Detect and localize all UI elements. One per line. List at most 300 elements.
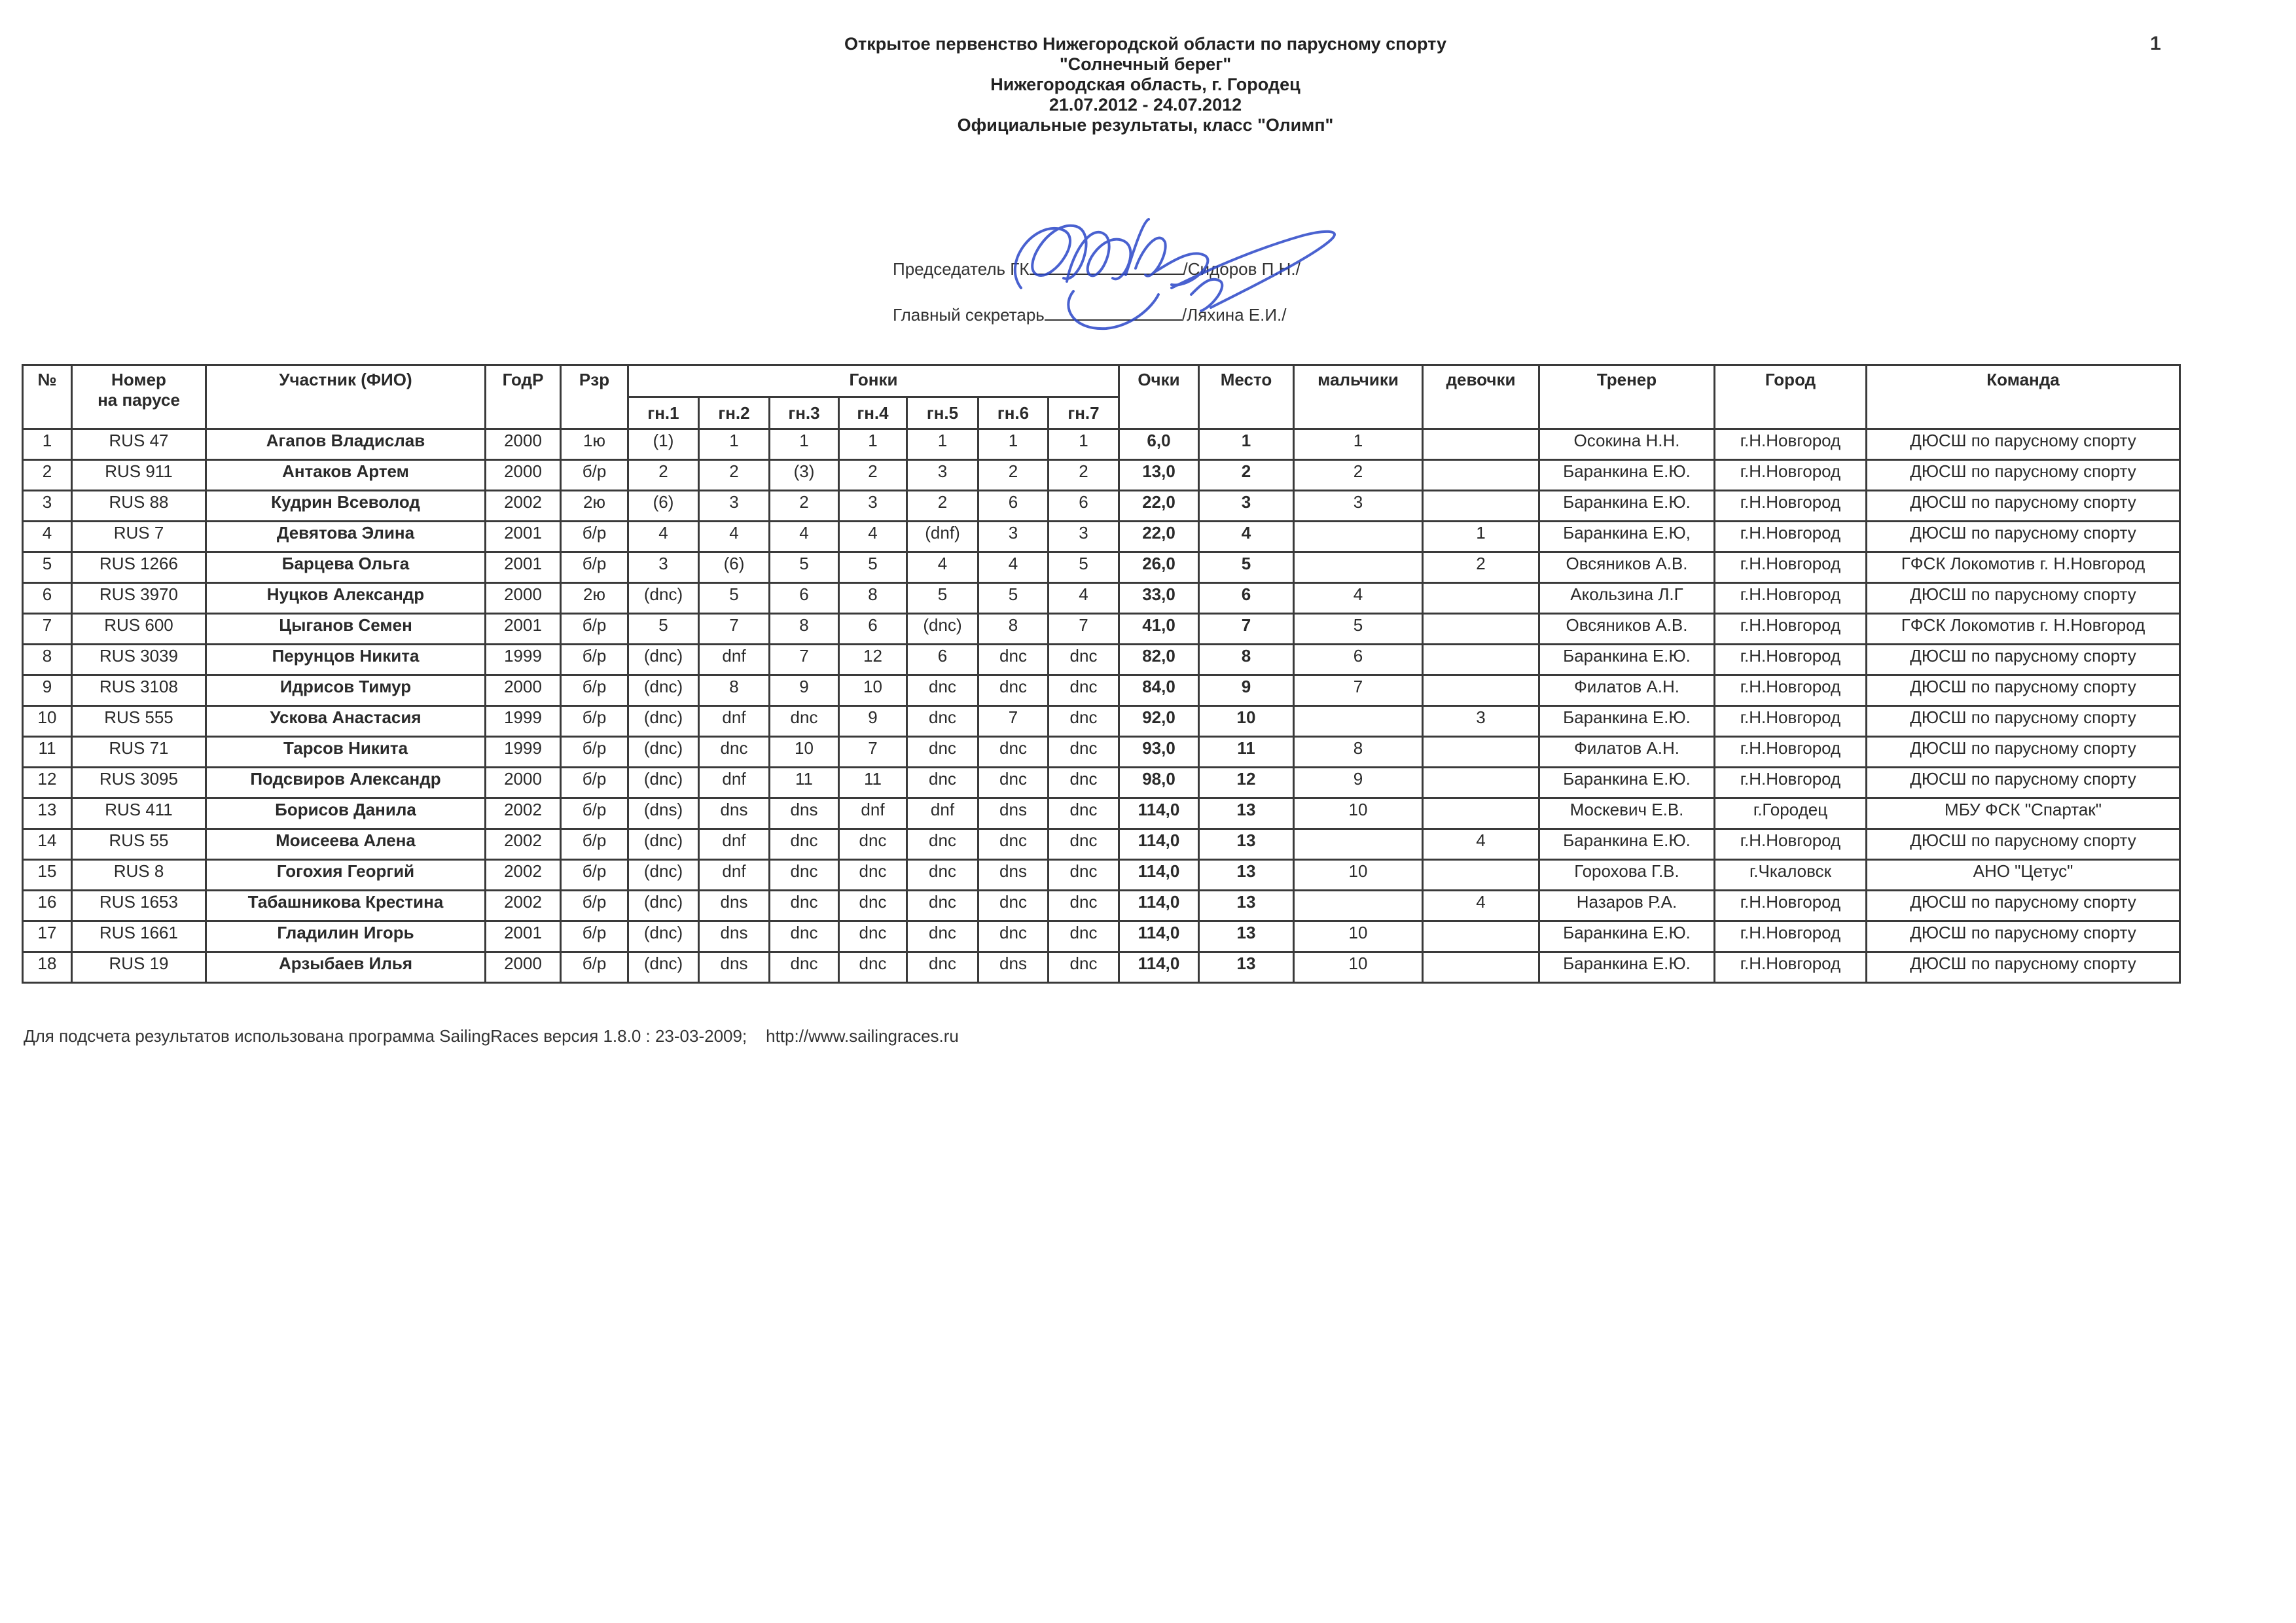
cell-team: МБУ ФСК "Спартак" xyxy=(1867,798,2180,829)
cell-race-7: dnc xyxy=(1049,798,1119,829)
cell-race-6: 4 xyxy=(978,552,1049,583)
cell-sail-number: RUS 911 xyxy=(72,460,206,491)
cell-race-7: 4 xyxy=(1049,583,1119,614)
cell-race-7: dnc xyxy=(1049,706,1119,737)
cell-sail-number: RUS 3039 xyxy=(72,645,206,675)
cell-race-1: (dnc) xyxy=(628,675,699,706)
cell-race-6: dns xyxy=(978,860,1049,891)
page-number: 1 xyxy=(2150,33,2161,54)
cell-participant-name: Гогохия Георгий xyxy=(206,860,486,891)
cell-race-2: dnf xyxy=(699,860,770,891)
cell-race-7: 3 xyxy=(1049,522,1119,552)
cell-race-7: dnc xyxy=(1049,860,1119,891)
cell-race-3: dnc xyxy=(770,891,839,921)
footer-text: Для подсчета результатов использована программа SailingRaces версия 1.8.0 : 23-03-2009; xyxy=(24,1026,747,1046)
cell-race-7: dnc xyxy=(1049,768,1119,798)
cell-no: 10 xyxy=(23,706,72,737)
cell-coach: Горохова Г.В. xyxy=(1539,860,1715,891)
cell-coach: Баранкина Е.Ю, xyxy=(1539,522,1715,552)
cell-boys-place: 9 xyxy=(1294,768,1423,798)
cell-points: 22,0 xyxy=(1119,522,1199,552)
table-row xyxy=(23,921,2180,952)
cell-rank: 1ю xyxy=(561,429,628,460)
cell-race-2: dns xyxy=(699,952,770,983)
cell-race-1: (dnc) xyxy=(628,737,699,768)
cell-coach: Филатов А.Н. xyxy=(1539,675,1715,706)
cell-team: ДЮСШ по парусному спорту xyxy=(1867,645,2180,675)
cell-participant-name: Кудрин Всеволод xyxy=(206,491,486,522)
cell-place: 7 xyxy=(1199,614,1294,645)
cell-participant-name: Борисов Данила xyxy=(206,798,486,829)
cell-points: 114,0 xyxy=(1119,829,1199,860)
table-row xyxy=(23,860,2180,891)
cell-race-7: dnc xyxy=(1049,737,1119,768)
cell-race-6: 2 xyxy=(978,460,1049,491)
cell-coach: Баранкина Е.Ю. xyxy=(1539,829,1715,860)
cell-coach: Овсяников А.В. xyxy=(1539,552,1715,583)
cell-race-6: 7 xyxy=(978,706,1049,737)
col-header-sail-number xyxy=(72,365,206,429)
cell-birth-year: 2002 xyxy=(486,829,561,860)
cell-boys-place: 10 xyxy=(1294,860,1423,891)
cell-no: 6 xyxy=(23,583,72,614)
cell-race-6: dnc xyxy=(978,829,1049,860)
cell-race-7: dnc xyxy=(1049,891,1119,921)
cell-no: 7 xyxy=(23,614,72,645)
cell-sail-number: RUS 1661 xyxy=(72,921,206,952)
cell-race-2: 4 xyxy=(699,522,770,552)
sail-header-line1: Номер xyxy=(111,370,166,389)
cell-no: 18 xyxy=(23,952,72,983)
cell-race-5: dnc xyxy=(907,860,978,891)
cell-coach: Баранкина Е.Ю. xyxy=(1539,645,1715,675)
cell-race-3: 8 xyxy=(770,614,839,645)
header-line-results-class: Официальные результаты, класс "Олимп" xyxy=(957,115,1334,135)
col-header-city: Город xyxy=(1715,365,1867,429)
cell-race-1: (dnc) xyxy=(628,891,699,921)
cell-race-5: dnc xyxy=(907,675,978,706)
cell-place: 13 xyxy=(1199,798,1294,829)
handwritten-signature xyxy=(975,209,1355,334)
cell-sail-number: RUS 3095 xyxy=(72,768,206,798)
cell-place: 13 xyxy=(1199,829,1294,860)
cell-sail-number: RUS 3970 xyxy=(72,583,206,614)
cell-girls-place xyxy=(1423,645,1539,675)
cell-race-5: dnc xyxy=(907,706,978,737)
cell-city: г.Н.Новгород xyxy=(1715,552,1867,583)
cell-city: г.Н.Новгород xyxy=(1715,429,1867,460)
cell-place: 1 xyxy=(1199,429,1294,460)
cell-race-5: 3 xyxy=(907,460,978,491)
cell-city: г.Н.Новгород xyxy=(1715,460,1867,491)
cell-rank: б/р xyxy=(561,614,628,645)
cell-boys-place: 5 xyxy=(1294,614,1423,645)
cell-birth-year: 2001 xyxy=(486,552,561,583)
cell-city: г.Н.Новгород xyxy=(1715,583,1867,614)
table-row xyxy=(23,737,2180,768)
cell-girls-place: 2 xyxy=(1423,552,1539,583)
cell-city: г.Н.Новгород xyxy=(1715,952,1867,983)
cell-rank: б/р xyxy=(561,860,628,891)
cell-points: 13,0 xyxy=(1119,460,1199,491)
cell-race-6: dnc xyxy=(978,768,1049,798)
cell-points: 26,0 xyxy=(1119,552,1199,583)
cell-race-6: dnc xyxy=(978,891,1049,921)
secretary-label: Главный секретарь xyxy=(893,305,1045,325)
col-header-place: Место xyxy=(1199,365,1294,429)
cell-team: ДЮСШ по парусному спорту xyxy=(1867,737,2180,768)
cell-race-4: 7 xyxy=(839,737,907,768)
cell-girls-place xyxy=(1423,675,1539,706)
table-row xyxy=(23,429,2180,460)
cell-participant-name: Подсвиров Александр xyxy=(206,768,486,798)
table-row xyxy=(23,614,2180,645)
cell-race-4: dnc xyxy=(839,860,907,891)
cell-girls-place xyxy=(1423,429,1539,460)
cell-race-4: 4 xyxy=(839,522,907,552)
cell-points: 114,0 xyxy=(1119,952,1199,983)
cell-participant-name: Девятова Элина xyxy=(206,522,486,552)
cell-girls-place: 1 xyxy=(1423,522,1539,552)
cell-race-1: 3 xyxy=(628,552,699,583)
cell-girls-place: 3 xyxy=(1423,706,1539,737)
cell-city: г.Н.Новгород xyxy=(1715,829,1867,860)
cell-sail-number: RUS 7 xyxy=(72,522,206,552)
cell-race-5: dnc xyxy=(907,921,978,952)
cell-points: 33,0 xyxy=(1119,583,1199,614)
cell-race-1: (dnc) xyxy=(628,768,699,798)
cell-race-4: 12 xyxy=(839,645,907,675)
cell-race-4: dnf xyxy=(839,798,907,829)
cell-rank: б/р xyxy=(561,952,628,983)
cell-race-2: 5 xyxy=(699,583,770,614)
cell-city: г.Н.Новгород xyxy=(1715,614,1867,645)
cell-race-7: dnc xyxy=(1049,675,1119,706)
cell-points: 6,0 xyxy=(1119,429,1199,460)
cell-race-6: dnc xyxy=(978,675,1049,706)
cell-no: 16 xyxy=(23,891,72,921)
cell-race-1: (dnc) xyxy=(628,921,699,952)
cell-city: г.Н.Новгород xyxy=(1715,706,1867,737)
cell-race-6: 6 xyxy=(978,491,1049,522)
cell-race-6: 5 xyxy=(978,583,1049,614)
cell-race-3: dnc xyxy=(770,952,839,983)
cell-race-3: 6 xyxy=(770,583,839,614)
cell-race-4: 8 xyxy=(839,583,907,614)
cell-birth-year: 2000 xyxy=(486,675,561,706)
cell-points: 114,0 xyxy=(1119,798,1199,829)
cell-race-4: dnc xyxy=(839,891,907,921)
col-header-no: № xyxy=(23,365,72,429)
cell-city: г.Н.Новгород xyxy=(1715,891,1867,921)
cell-team: ДЮСШ по парусному спорту xyxy=(1867,829,2180,860)
cell-race-7: dnc xyxy=(1049,921,1119,952)
cell-race-7: 6 xyxy=(1049,491,1119,522)
cell-coach: Баранкина Е.Ю. xyxy=(1539,921,1715,952)
cell-race-2: dns xyxy=(699,798,770,829)
signature-stroke xyxy=(1172,232,1335,308)
col-header-races: Гонки xyxy=(628,365,1119,397)
cell-race-7: 5 xyxy=(1049,552,1119,583)
cell-race-3: 5 xyxy=(770,552,839,583)
cell-race-2: dnf xyxy=(699,768,770,798)
cell-no: 1 xyxy=(23,429,72,460)
cell-race-3: 2 xyxy=(770,491,839,522)
cell-birth-year: 1999 xyxy=(486,706,561,737)
cell-sail-number: RUS 1653 xyxy=(72,891,206,921)
cell-boys-place: 10 xyxy=(1294,798,1423,829)
cell-girls-place xyxy=(1423,491,1539,522)
table-row xyxy=(23,952,2180,983)
cell-girls-place xyxy=(1423,614,1539,645)
cell-race-2: dnf xyxy=(699,829,770,860)
cell-rank: б/р xyxy=(561,460,628,491)
cell-no: 3 xyxy=(23,491,72,522)
cell-rank: б/р xyxy=(561,645,628,675)
cell-place: 5 xyxy=(1199,552,1294,583)
cell-rank: 2ю xyxy=(561,583,628,614)
cell-no: 9 xyxy=(23,675,72,706)
col-header-rank: Рзр xyxy=(561,365,628,429)
col-header-coach: Тренер xyxy=(1539,365,1715,429)
table-row xyxy=(23,798,2180,829)
cell-race-5: dnc xyxy=(907,891,978,921)
col-header-participant: Участник (ФИО) xyxy=(206,365,486,429)
cell-coach: Баранкина Е.Ю. xyxy=(1539,491,1715,522)
cell-race-1: 4 xyxy=(628,522,699,552)
cell-sail-number: RUS 8 xyxy=(72,860,206,891)
cell-race-4: 2 xyxy=(839,460,907,491)
cell-place: 13 xyxy=(1199,860,1294,891)
cell-race-1: (dnc) xyxy=(628,860,699,891)
table-row xyxy=(23,552,2180,583)
cell-race-6: dns xyxy=(978,798,1049,829)
cell-no: 17 xyxy=(23,921,72,952)
cell-race-1: (6) xyxy=(628,491,699,522)
cell-race-4: dnc xyxy=(839,829,907,860)
cell-points: 98,0 xyxy=(1119,768,1199,798)
cell-boys-place: 4 xyxy=(1294,583,1423,614)
cell-birth-year: 2002 xyxy=(486,860,561,891)
cell-sail-number: RUS 71 xyxy=(72,737,206,768)
cell-coach: Овсяников А.В. xyxy=(1539,614,1715,645)
cell-rank: б/р xyxy=(561,522,628,552)
cell-boys-place: 1 xyxy=(1294,429,1423,460)
cell-race-7: 2 xyxy=(1049,460,1119,491)
cell-birth-year: 2002 xyxy=(486,798,561,829)
cell-rank: б/р xyxy=(561,552,628,583)
cell-place: 3 xyxy=(1199,491,1294,522)
cell-birth-year: 2002 xyxy=(486,491,561,522)
cell-girls-place xyxy=(1423,768,1539,798)
table-row xyxy=(23,706,2180,737)
cell-boys-place: 10 xyxy=(1294,952,1423,983)
cell-race-5: 2 xyxy=(907,491,978,522)
cell-race-5: dnc xyxy=(907,952,978,983)
cell-rank: 2ю xyxy=(561,491,628,522)
cell-coach: Осокина Н.Н. xyxy=(1539,429,1715,460)
results-table-body xyxy=(23,429,2180,983)
cell-participant-name: Ускова Анастасия xyxy=(206,706,486,737)
cell-birth-year: 2002 xyxy=(486,891,561,921)
cell-boys-place: 7 xyxy=(1294,675,1423,706)
cell-city: г.Н.Новгород xyxy=(1715,645,1867,675)
cell-place: 13 xyxy=(1199,921,1294,952)
cell-city: г.Н.Новгород xyxy=(1715,737,1867,768)
col-header-race-1: гн.1 xyxy=(628,397,699,429)
cell-birth-year: 1999 xyxy=(486,737,561,768)
cell-race-2: 8 xyxy=(699,675,770,706)
cell-place: 6 xyxy=(1199,583,1294,614)
cell-city: г.Н.Новгород xyxy=(1715,768,1867,798)
cell-points: 84,0 xyxy=(1119,675,1199,706)
cell-race-6: 3 xyxy=(978,522,1049,552)
cell-race-4: 9 xyxy=(839,706,907,737)
cell-race-2: 1 xyxy=(699,429,770,460)
cell-coach: Филатов А.Н. xyxy=(1539,737,1715,768)
cell-points: 93,0 xyxy=(1119,737,1199,768)
cell-race-3: 1 xyxy=(770,429,839,460)
cell-girls-place xyxy=(1423,583,1539,614)
cell-no: 2 xyxy=(23,460,72,491)
cell-race-7: dnc xyxy=(1049,645,1119,675)
signature-stroke xyxy=(1126,219,1166,276)
cell-boys-place xyxy=(1294,522,1423,552)
table-header-row xyxy=(23,365,2180,397)
cell-sail-number: RUS 411 xyxy=(72,798,206,829)
cell-boys-place xyxy=(1294,706,1423,737)
cell-race-5: (dnf) xyxy=(907,522,978,552)
cell-girls-place xyxy=(1423,737,1539,768)
signature-stroke xyxy=(1191,279,1222,311)
header-line-location: Нижегородская область, г. Городец xyxy=(990,75,1300,94)
cell-race-1: (dnc) xyxy=(628,952,699,983)
header-line-championship: Открытое первенство Нижегородской области по парусному спорту xyxy=(844,34,1447,54)
cell-city: г.Н.Новгород xyxy=(1715,921,1867,952)
col-header-team: Команда xyxy=(1867,365,2180,429)
cell-race-1: (dnc) xyxy=(628,706,699,737)
col-header-race-2: гн.2 xyxy=(699,397,770,429)
cell-race-4: dnc xyxy=(839,921,907,952)
cell-team: ДЮСШ по парусному спорту xyxy=(1867,675,2180,706)
cell-birth-year: 2001 xyxy=(486,921,561,952)
software-footer xyxy=(24,1026,959,1046)
cell-race-3: 7 xyxy=(770,645,839,675)
col-header-race-4: гн.4 xyxy=(839,397,907,429)
cell-coach: Акользина Л.Г xyxy=(1539,583,1715,614)
cell-race-4: 11 xyxy=(839,768,907,798)
cell-no: 11 xyxy=(23,737,72,768)
cell-birth-year: 1999 xyxy=(486,645,561,675)
cell-race-2: dnf xyxy=(699,645,770,675)
cell-boys-place: 10 xyxy=(1294,921,1423,952)
cell-place: 11 xyxy=(1199,737,1294,768)
cell-race-6: 1 xyxy=(978,429,1049,460)
cell-city: г.Городец xyxy=(1715,798,1867,829)
cell-no: 5 xyxy=(23,552,72,583)
cell-sail-number: RUS 88 xyxy=(72,491,206,522)
cell-race-3: dnc xyxy=(770,706,839,737)
cell-sail-number: RUS 3108 xyxy=(72,675,206,706)
cell-rank: б/р xyxy=(561,737,628,768)
cell-team: ДЮСШ по парусному спорту xyxy=(1867,891,2180,921)
cell-boys-place: 8 xyxy=(1294,737,1423,768)
cell-place: 4 xyxy=(1199,522,1294,552)
cell-coach: Баранкина Е.Ю. xyxy=(1539,768,1715,798)
cell-team: АНО "Цетус" xyxy=(1867,860,2180,891)
cell-girls-place xyxy=(1423,798,1539,829)
cell-birth-year: 2000 xyxy=(486,429,561,460)
cell-boys-place: 3 xyxy=(1294,491,1423,522)
cell-city: г.Н.Новгород xyxy=(1715,491,1867,522)
cell-points: 41,0 xyxy=(1119,614,1199,645)
table-row xyxy=(23,891,2180,921)
col-header-race-6: гн.6 xyxy=(978,397,1049,429)
cell-no: 13 xyxy=(23,798,72,829)
cell-race-5: (dnc) xyxy=(907,614,978,645)
cell-participant-name: Антаков Артем xyxy=(206,460,486,491)
cell-race-3: 11 xyxy=(770,768,839,798)
cell-birth-year: 2000 xyxy=(486,460,561,491)
cell-sail-number: RUS 1266 xyxy=(72,552,206,583)
cell-race-5: dnc xyxy=(907,829,978,860)
cell-race-6: 8 xyxy=(978,614,1049,645)
cell-race-4: 6 xyxy=(839,614,907,645)
cell-race-5: 5 xyxy=(907,583,978,614)
cell-participant-name: Цыганов Семен xyxy=(206,614,486,645)
cell-race-1: 2 xyxy=(628,460,699,491)
cell-no: 8 xyxy=(23,645,72,675)
cell-no: 14 xyxy=(23,829,72,860)
cell-team: ДЮСШ по парусному спорту xyxy=(1867,522,2180,552)
cell-boys-place: 6 xyxy=(1294,645,1423,675)
sail-header-line2: на парусе xyxy=(98,390,180,410)
table-row xyxy=(23,829,2180,860)
cell-participant-name: Перунцов Никита xyxy=(206,645,486,675)
cell-race-2: dns xyxy=(699,921,770,952)
cell-race-2: (6) xyxy=(699,552,770,583)
cell-race-1: 5 xyxy=(628,614,699,645)
cell-birth-year: 2001 xyxy=(486,522,561,552)
cell-race-3: 9 xyxy=(770,675,839,706)
document-header xyxy=(655,34,1636,135)
cell-race-2: 7 xyxy=(699,614,770,645)
cell-coach: Москевич Е.В. xyxy=(1539,798,1715,829)
cell-points: 114,0 xyxy=(1119,860,1199,891)
cell-race-3: dnc xyxy=(770,921,839,952)
cell-race-2: dnf xyxy=(699,706,770,737)
cell-rank: б/р xyxy=(561,921,628,952)
cell-race-3: 10 xyxy=(770,737,839,768)
cell-race-4: dnc xyxy=(839,952,907,983)
cell-team: ДЮСШ по парусному спорту xyxy=(1867,491,2180,522)
chairman-label: Председатель ГК xyxy=(893,259,1030,279)
col-header-girls: девочки xyxy=(1423,365,1539,429)
col-header-race-3: гн.3 xyxy=(770,397,839,429)
cell-participant-name: Барцева Ольга xyxy=(206,552,486,583)
cell-points: 82,0 xyxy=(1119,645,1199,675)
cell-race-6: dnc xyxy=(978,921,1049,952)
cell-race-5: 4 xyxy=(907,552,978,583)
table-row xyxy=(23,675,2180,706)
cell-team: ДЮСШ по парусному спорту xyxy=(1867,460,2180,491)
header-line-dates: 21.07.2012 - 24.07.2012 xyxy=(1049,95,1242,115)
cell-team: ДЮСШ по парусному спорту xyxy=(1867,768,2180,798)
cell-team: ДЮСШ по парусному спорту xyxy=(1867,921,2180,952)
table-row xyxy=(23,645,2180,675)
cell-participant-name: Идрисов Тимур xyxy=(206,675,486,706)
cell-race-5: dnc xyxy=(907,768,978,798)
